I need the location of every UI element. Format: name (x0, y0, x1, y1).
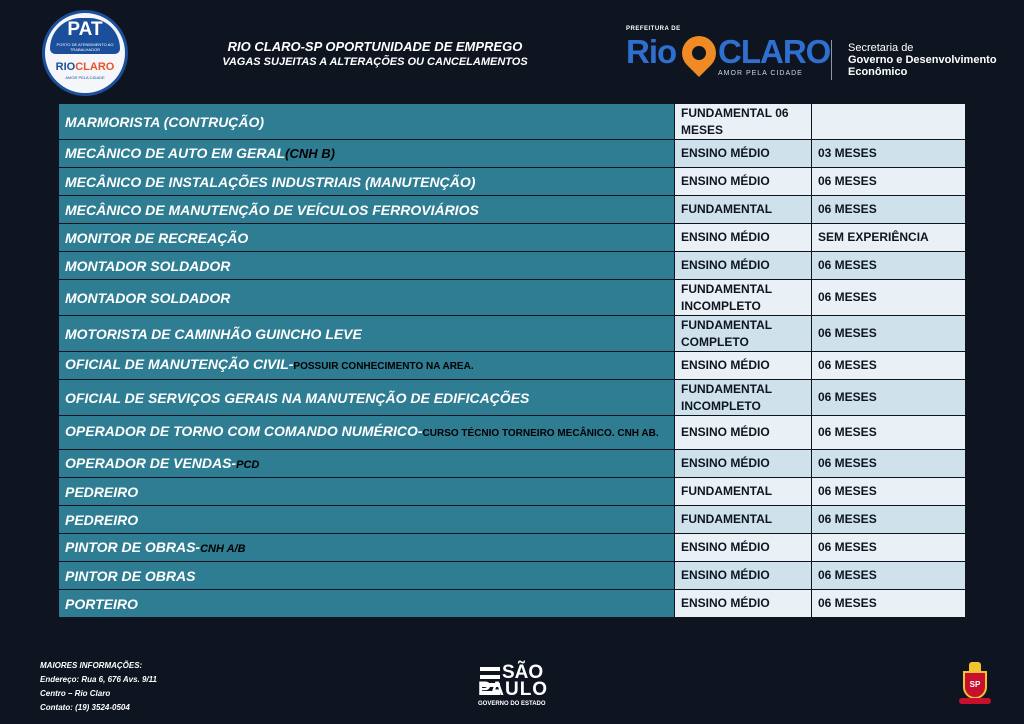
table-row (59, 104, 966, 140)
job-title: OFICIAL DE MANUTENÇÃO CIVIL-POSSUIR CONHECIMENTO NA AREA. (59, 352, 675, 380)
table-row (59, 196, 966, 224)
job-title: PORTEIRO (59, 590, 675, 618)
table-row (59, 140, 966, 168)
table-row (59, 506, 966, 534)
prefeitura-claro: CLARO (718, 33, 831, 70)
experience (812, 104, 966, 140)
job-title: MONTADOR SOLDADOR (59, 252, 675, 280)
education: ENSINO MÉDIO (675, 562, 812, 590)
pat-logo-tagline: AMOR PELA CIDADE (65, 75, 105, 80)
pat-logo-city: RIOCLARO (55, 61, 115, 73)
page-heading (200, 38, 550, 69)
secretaria-label: Secretaria de Governo e Desenvolvimento Econômico (848, 42, 997, 78)
job-note: POSSUIR CONHECIMENTO NA AREA. (293, 361, 474, 372)
table-row (59, 252, 966, 280)
experience: SEM EXPERIÊNCIA (812, 224, 966, 252)
page-title: RIO CLARO-SP OPORTUNIDADE DE EMPREGO (227, 39, 523, 54)
job-title: MONITOR DE RECREAÇÃO (59, 224, 675, 252)
job-title: PINTOR DE OBRAS-CNH A/B (59, 534, 675, 562)
table-row (59, 380, 966, 416)
job-title: OFICIAL DE SERVIÇOS GERAIS NA MANUTENÇÃO DE EDIFICAÇÕES (59, 380, 675, 416)
job-title: OPERADOR DE TORNO COM COMANDO NUMÉRICO-CURSO TÉCNIO TORNEIRO MECÂNICO. CNH AB. (59, 416, 675, 450)
experience: 06 MESES (812, 316, 966, 352)
education: FUNDAMENTAL INCOMPLETO (675, 380, 812, 416)
table-row (59, 478, 966, 506)
table-row (59, 352, 966, 380)
education: FUNDAMENTAL 06 MESES (675, 104, 812, 140)
job-title: MARMORISTA (CONTRUÇÃO) (59, 104, 675, 140)
job-note: PCD (236, 458, 260, 471)
experience: 06 MESES (812, 478, 966, 506)
pat-logo (42, 10, 128, 96)
job-title: MECÂNICO DE MANUTENÇÃO DE VEÍCULOS FERROVIÁRIOS (59, 196, 675, 224)
job-title: PINTOR DE OBRAS (59, 562, 675, 590)
job-title: MOTORISTA DE CAMINHÃO GUINCHO LEVE (59, 316, 675, 352)
prefeitura-slogan: AMOR PELA CIDADE (718, 70, 803, 77)
experience: 06 MESES (812, 380, 966, 416)
job-title: OPERADOR DE VENDAS-PCD (59, 450, 675, 478)
table-row (59, 416, 966, 450)
pat-logo-word: PAT (67, 19, 103, 40)
education: FUNDAMENTAL (675, 478, 812, 506)
table-row (59, 450, 966, 478)
education: ENSINO MÉDIO (675, 450, 812, 478)
experience: 06 MESES (812, 590, 966, 618)
contact-address: Endereço: Rua 6, 676 Avs. 9/11 (40, 675, 157, 684)
state-crest-icon: SP (957, 662, 993, 706)
education: ENSINO MÉDIO (675, 534, 812, 562)
experience: 06 MESES (812, 562, 966, 590)
job-table (58, 103, 966, 618)
job-note: CURSO TÉCNIO TORNEIRO MECÂNICO. CNH AB. (422, 428, 659, 439)
contact-district: Centro – Rio Claro (40, 689, 111, 698)
education: FUNDAMENTAL COMPLETO (675, 316, 812, 352)
table-row (59, 590, 966, 618)
prefeitura-prefix: PREFEITURA DE (626, 26, 681, 32)
education: ENSINO MÉDIO (675, 252, 812, 280)
experience: 06 MESES (812, 416, 966, 450)
contact-info (40, 659, 157, 715)
sao-paulo-logo: SÃO PAULO GOVERNO DO ESTADO (478, 662, 549, 707)
education: FUNDAMENTAL (675, 196, 812, 224)
table-row (59, 316, 966, 352)
experience: 06 MESES (812, 196, 966, 224)
education: ENSINO MÉDIO (675, 416, 812, 450)
table-row (59, 562, 966, 590)
table-row (59, 224, 966, 252)
experience: 06 MESES (812, 168, 966, 196)
contact-title: MAIORES INFORMAÇÕES: (40, 661, 143, 670)
pat-logo-subtitle: POSTO DE ATENDIMENTO AO TRABALHADOR (56, 42, 114, 52)
contact-phone: Contato: (19) 3524-0504 (40, 703, 130, 712)
location-pin-icon (675, 29, 723, 77)
education: ENSINO MÉDIO (675, 224, 812, 252)
experience: 06 MESES (812, 450, 966, 478)
header-divider (831, 40, 832, 80)
job-title: MECÂNICO DE INSTALAÇÕES INDUSTRIAIS (MANUTENÇÃO) (59, 168, 675, 196)
education: ENSINO MÉDIO (675, 590, 812, 618)
prefeitura-logo (626, 26, 831, 82)
table-row (59, 168, 966, 196)
job-title: PEDREIRO (59, 506, 675, 534)
experience: 06 MESES (812, 280, 966, 316)
job-title: MECÂNICO DE AUTO EM GERAL(CNH B) (59, 140, 675, 168)
education: FUNDAMENTAL INCOMPLETO (675, 280, 812, 316)
education: ENSINO MÉDIO (675, 352, 812, 380)
experience: 03 MESES (812, 140, 966, 168)
pat-logo-banner (50, 18, 120, 54)
job-note: CNH A/B (200, 542, 246, 555)
experience: 06 MESES (812, 534, 966, 562)
job-note: (CNH B) (285, 146, 335, 161)
table-row (59, 534, 966, 562)
prefeitura-rio: Rio (626, 33, 677, 70)
education: FUNDAMENTAL (675, 506, 812, 534)
page-subtitle: VAGAS SUJEITAS A ALTERAÇÕES OU CANCELAMENTOS (222, 56, 528, 68)
table-row (59, 280, 966, 316)
job-title: MONTADOR SOLDADOR (59, 280, 675, 316)
experience: 06 MESES (812, 506, 966, 534)
experience: 06 MESES (812, 252, 966, 280)
job-title: PEDREIRO (59, 478, 675, 506)
education: ENSINO MÉDIO (675, 140, 812, 168)
experience: 06 MESES (812, 352, 966, 380)
education: ENSINO MÉDIO (675, 168, 812, 196)
